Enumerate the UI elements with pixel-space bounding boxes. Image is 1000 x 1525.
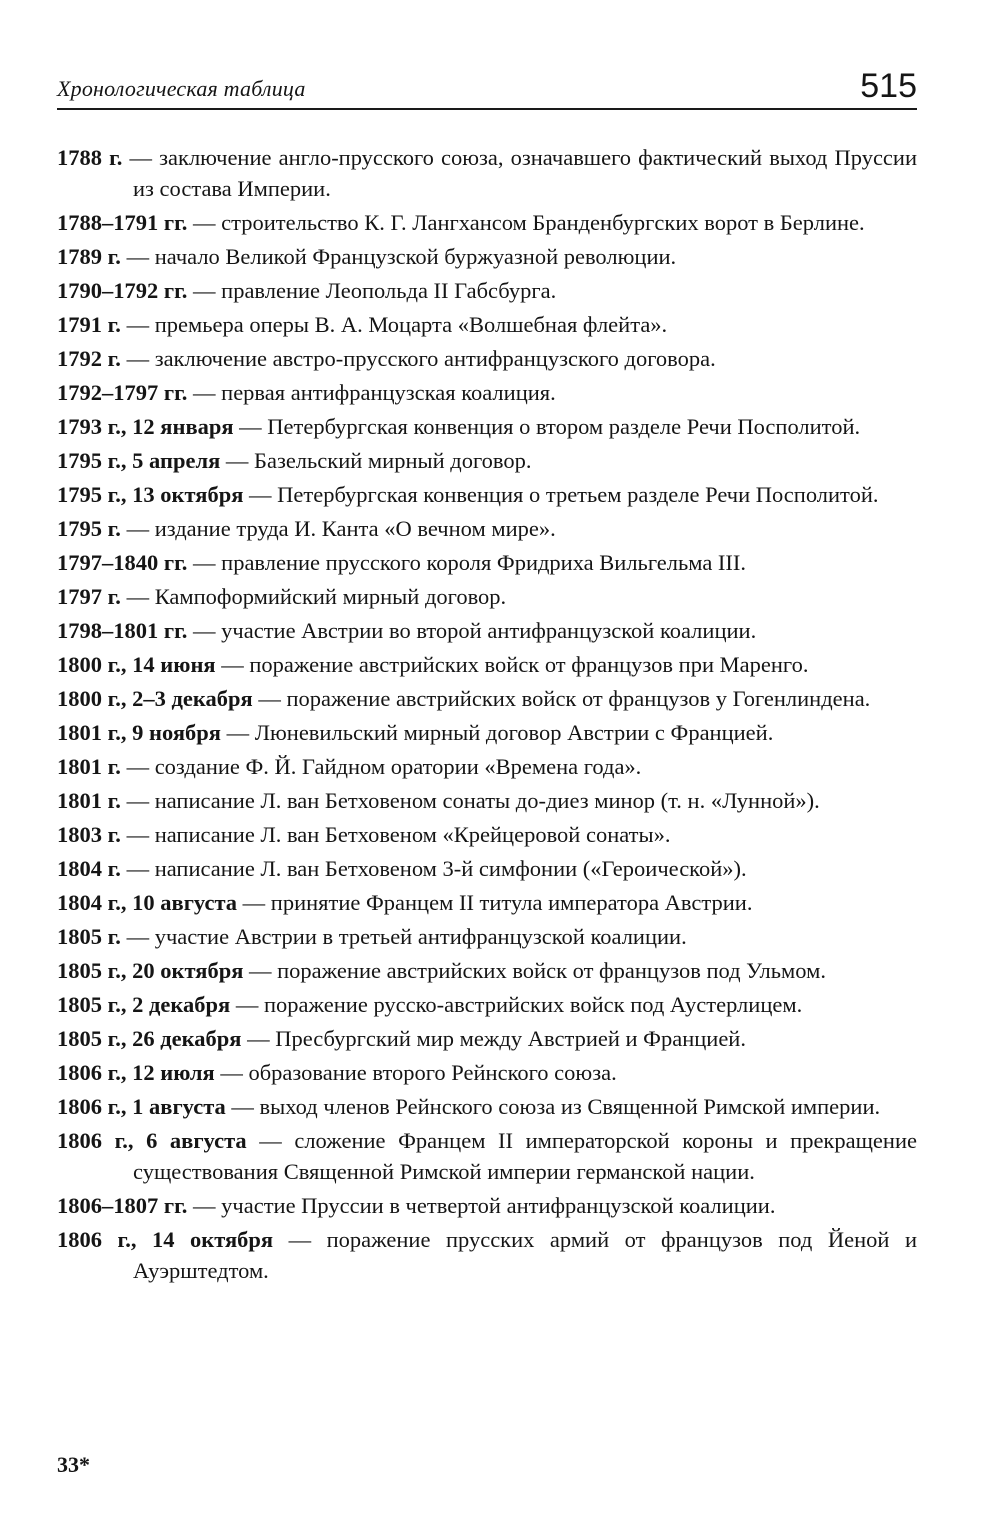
chronology-entry: [57, 989, 917, 1020]
chronology-entry: [57, 683, 917, 714]
entry-date: 1793 г., 12 января: [57, 414, 234, 439]
chronology-entry: [57, 819, 917, 850]
chronology-entry: [57, 445, 917, 476]
chronology-entry: [57, 887, 917, 918]
chronology-entry: [57, 343, 917, 374]
entry-date: 1789 г.: [57, 244, 121, 269]
entry-text: — премьера оперы В. А. Моцарта «Волшебная флейта».: [120, 312, 668, 337]
chronology-entry: [57, 717, 917, 748]
entry-date: 1806 г., 6 августа: [57, 1128, 247, 1153]
chronology-entry: [57, 1091, 917, 1122]
entry-text: — правление прусского короля Фридриха Вильгельма III.: [187, 550, 747, 575]
entry-text: — сложение Францем II императорской короны и прекращение существования Священной Римской империи германской нации.: [133, 1128, 917, 1184]
entry-text: — поражение прусских армий от французов под Йеной и Ауэрштедтом.: [133, 1227, 917, 1283]
entry-date: 1805 г.: [57, 924, 121, 949]
chronology-entry: [57, 275, 917, 306]
entry-date: 1801 г., 9 ноября: [57, 720, 221, 745]
entry-text: — Петербургская конвенция о третьем разделе Речи Посполитой.: [243, 482, 879, 507]
entry-date: 1806 г., 1 августа: [57, 1094, 226, 1119]
entry-date: 1797 г.: [57, 584, 121, 609]
entry-text: — выход членов Рейнского союза из Священной Римской империи.: [225, 1094, 881, 1119]
entry-date: 1805 г., 2 декабря: [57, 992, 231, 1017]
entry-text: — Базельский мирный договор.: [220, 448, 532, 473]
entry-text: — правление Леопольда II Габсбурга.: [187, 278, 557, 303]
entry-date: 1804 г., 10 августа: [57, 890, 238, 915]
chronology-list: [57, 142, 917, 1289]
chronology-entry: [57, 377, 917, 408]
entry-date: 1797–1840 гг.: [57, 550, 188, 575]
chronology-entry: [57, 649, 917, 680]
entry-text: — Пресбургский мир между Австрией и Францией.: [241, 1026, 746, 1051]
entry-text: — поражение австрийских войск от французов при Маренго.: [215, 652, 809, 677]
chronology-entry: [57, 513, 917, 544]
chronology-entry: [57, 785, 917, 816]
entry-date: 1798–1801 гг.: [57, 618, 188, 643]
entry-date: 1801 г.: [57, 754, 121, 779]
entry-text: — начало Великой Французской буржуазной революции.: [120, 244, 677, 269]
chronology-entry: [57, 1125, 917, 1187]
entry-date: 1792–1797 гг.: [57, 380, 188, 405]
chronology-entry: [57, 1224, 917, 1286]
entry-date: 1800 г., 14 июня: [57, 652, 216, 677]
entry-text: — поражение русско-австрийских войск под Аустерлицем.: [230, 992, 803, 1017]
chronology-entry: [57, 547, 917, 578]
entry-date: 1805 г., 20 октября: [57, 958, 244, 983]
entry-date: 1804 г.: [57, 856, 121, 881]
entry-date: 1788 г.: [57, 145, 123, 170]
entry-text: — заключение англо-прусского союза, означавшего фактический выход Пруссии из состава Империи.: [122, 145, 917, 201]
entry-text: — поражение австрийских войск от французов у Гогенлиндена.: [252, 686, 871, 711]
chronology-entry: [57, 921, 917, 952]
chronology-entry: [57, 207, 917, 238]
entry-date: 1805 г., 26 декабря: [57, 1026, 242, 1051]
entry-date: 1792 г.: [57, 346, 121, 371]
chronology-entry: [57, 1023, 917, 1054]
page-header: [57, 62, 917, 110]
entry-text: — первая антифранцузская коалиция.: [187, 380, 556, 405]
entry-text: — написание Л. ван Бетховеном «Крейцеровой сонаты».: [120, 822, 671, 847]
entry-text: — написание Л. ван Бетховеном 3-й симфонии («Героической»).: [120, 856, 747, 881]
chronology-entry: [57, 241, 917, 272]
entry-text: — строительство К. Г. Лангхансом Бранденбургских ворот в Берлине.: [187, 210, 865, 235]
entry-date: 1790–1792 гг.: [57, 278, 188, 303]
chronology-entry: [57, 853, 917, 884]
entry-date: 1795 г., 5 апреля: [57, 448, 221, 473]
entry-text: — принятие Францем II титула императора Австрии.: [237, 890, 753, 915]
entry-date: 1803 г.: [57, 822, 121, 847]
signature-mark: 33*: [57, 1452, 90, 1477]
entry-date: 1788–1791 гг.: [57, 210, 188, 235]
entry-text: — участие Пруссии в четвертой антифранцузской коалиции.: [187, 1193, 776, 1218]
entry-text: — Люневильский мирный договор Австрии с Францией.: [220, 720, 774, 745]
chronology-entry: [57, 581, 917, 612]
page-number: 515: [860, 67, 917, 105]
entry-text: — участие Австрии в третьей антифранцузской коалиции.: [120, 924, 687, 949]
chronology-entry: [57, 1190, 917, 1221]
entry-text: — написание Л. ван Бетховеном сонаты до-диез минор (т. н. «Лунной»).: [120, 788, 820, 813]
entry-date: 1791 г.: [57, 312, 121, 337]
chronology-entry: [57, 411, 917, 442]
entry-text: — издание труда И. Канта «О вечном мире».: [120, 516, 556, 541]
entry-date: 1800 г., 2–3 декабря: [57, 686, 253, 711]
chronology-entry: [57, 1057, 917, 1088]
entry-text: — участие Австрии во второй антифранцузской коалиции.: [187, 618, 757, 643]
entry-text: — Кампоформийский мирный договор.: [120, 584, 507, 609]
entry-text: — Петербургская конвенция о втором разделе Речи Посполитой.: [233, 414, 861, 439]
chronology-entry: [57, 955, 917, 986]
entry-date: 1795 г.: [57, 516, 121, 541]
entry-date: 1806 г., 14 октября: [57, 1227, 274, 1252]
entry-date: 1801 г.: [57, 788, 121, 813]
entry-date: 1806–1807 гг.: [57, 1193, 188, 1218]
chronology-entry: [57, 751, 917, 782]
chronology-entry: [57, 309, 917, 340]
chronology-entry: [57, 142, 917, 204]
entry-text: — поражение австрийских войск от французов под Ульмом.: [243, 958, 826, 983]
entry-date: 1795 г., 13 октября: [57, 482, 244, 507]
entry-text: — создание Ф. Й. Гайдном оратории «Времена года».: [120, 754, 642, 779]
running-title: Хронологическая таблица: [57, 76, 306, 101]
entry-text: — заключение австро-прусского антифранцузского договора.: [120, 346, 716, 371]
chronology-entry: [57, 479, 917, 510]
entry-text: — образование второго Рейнского союза.: [214, 1060, 617, 1085]
chronology-entry: [57, 615, 917, 646]
entry-date: 1806 г., 12 июля: [57, 1060, 215, 1085]
